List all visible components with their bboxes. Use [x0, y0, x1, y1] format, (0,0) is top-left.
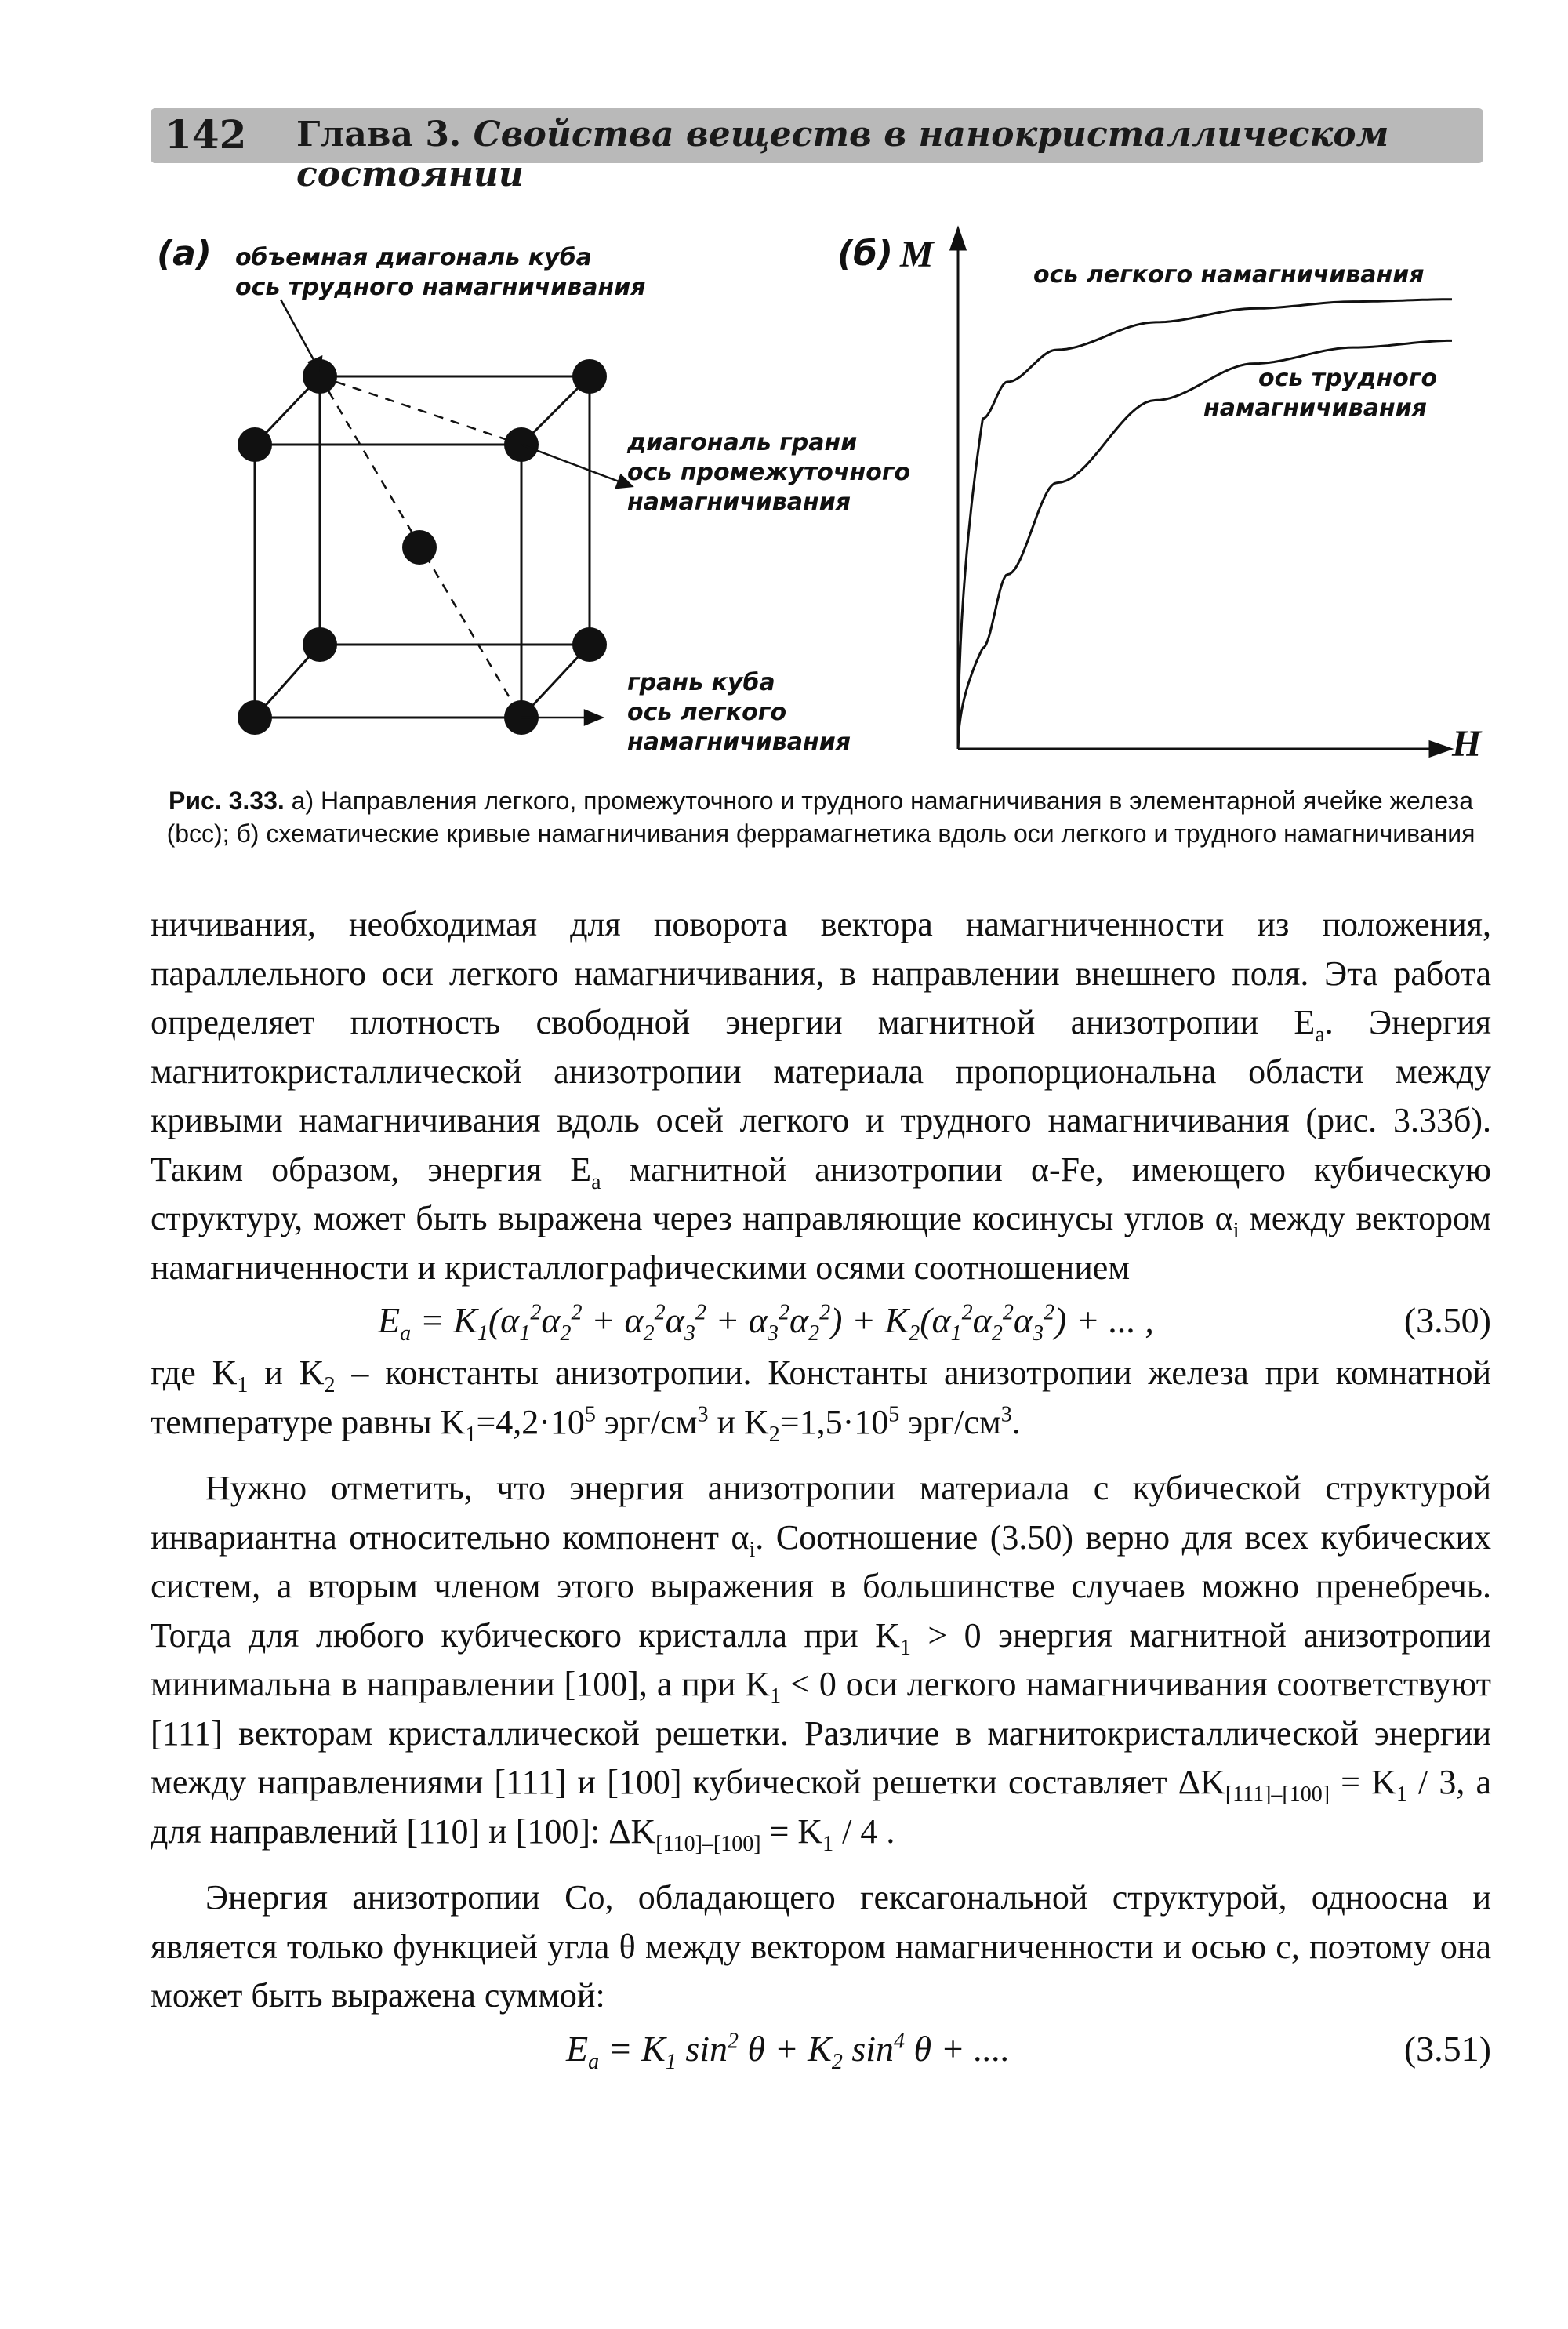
- hard-axis-curve-label-2: намагничивания: [1203, 394, 1428, 422]
- text-run: .: [1011, 1402, 1021, 1441]
- caption-text: а) Направления легкого, промежуточного и трудного намагничивания в элементарной ячейке железа (bcc); б) схематические кривые намагничивания феррамагнетика вдоль оси легкого и трудного намагничивания: [166, 787, 1475, 848]
- face-diagonal-pointer: [521, 445, 621, 482]
- text-run: и K: [248, 1353, 325, 1392]
- cube-face-label-2: ось легкого: [627, 699, 787, 726]
- subscript: 1: [237, 1372, 249, 1397]
- panel-a-label: (а): [157, 234, 212, 274]
- atom: [572, 359, 607, 394]
- cube-face-label-1: грань куба: [627, 669, 775, 696]
- cube-face-label-3: намагничивания: [627, 728, 851, 756]
- y-axis-arrowhead: [951, 229, 965, 249]
- text-run: Нужно отметить, что энергия анизотропии материала с кубической структурой инвариантна относительно компонент α: [151, 1469, 1491, 1557]
- atom: [572, 627, 607, 662]
- paragraph: [151, 1349, 1491, 1447]
- subscript: 1: [1396, 1782, 1407, 1807]
- x-axis-arrowhead: [1430, 742, 1450, 756]
- text-run: > 0 энергия магнитной анизотропии минимальна в направлении [100], а при K: [151, 1615, 1491, 1703]
- subscript: 2: [768, 1422, 780, 1447]
- text-run: =1,5·10: [779, 1402, 889, 1441]
- atom: [238, 427, 272, 462]
- text-run: = K: [1330, 1763, 1396, 1801]
- subscript: а: [591, 1169, 601, 1194]
- subscript: i: [1232, 1218, 1240, 1243]
- text-run: . Энергия магнитокристаллической анизотропии материала пропорциональна области между кривыми намагничивания вдоль осей легкого и трудного намагничивания (рис. 3.33б). Таким образом, энергия E: [151, 1003, 1491, 1189]
- text-run: где K: [151, 1353, 238, 1392]
- equation-3-51: [151, 2021, 1491, 2077]
- body-text: [151, 900, 1491, 2077]
- arrowhead: [585, 710, 602, 725]
- figure-3-33: [0, 0, 1568, 784]
- subscript: [110]–[100]: [655, 1831, 761, 1856]
- page-number: 142: [165, 111, 247, 158]
- subscript: 2: [324, 1372, 336, 1397]
- text-run: и K: [708, 1402, 769, 1441]
- text-run: . Соотношение (3.50) верно для всех кубических систем, а вторым членом этого выражения в большинстве случаев можно пренебречь. Тогда для любого кубического кристалла при K: [151, 1517, 1491, 1655]
- atom: [303, 627, 337, 662]
- figure-caption: [151, 784, 1491, 850]
- text-run: эрг/см: [595, 1402, 698, 1441]
- text-run: ничивания, необходимая для поворота вектора намагниченности из положения, параллельного оси легкого намагничивания, в направлении внешнего поля. Эта работа определяет плотность свободной энергии магнитной анизотропии E: [151, 905, 1491, 1041]
- paragraph: [151, 900, 1491, 1292]
- equation-number: (3.50): [1403, 1300, 1491, 1340]
- text-run: между вектором намагниченности и кристаллографическими осями соотношением: [151, 1199, 1491, 1287]
- chapter-prefix: Глава 3.: [296, 114, 462, 154]
- face-diagonal-line: [320, 376, 521, 445]
- subscript: 1: [822, 1831, 834, 1856]
- easy-axis-curve-label: ось легкого намагничивания: [1033, 261, 1425, 289]
- body-diagonal-label-2: ось трудного намагничивания: [235, 274, 646, 301]
- x-axis-label: H: [1452, 723, 1482, 765]
- text-run: / 3, а для направлений [110] и [100]: ΔK: [151, 1763, 1491, 1851]
- text-run: эрг/см: [899, 1402, 1001, 1441]
- text-run: =4,2·10: [476, 1402, 585, 1441]
- superscript: 5: [584, 1401, 596, 1426]
- center-atom: [402, 530, 437, 565]
- face-diagonal-label-2: ось промежуточного: [627, 459, 911, 486]
- hard-axis-curve-label-1: ось трудного: [1258, 365, 1438, 392]
- text-run: < 0 оси легкого намагничивания соответствуют [111] векторам кристаллической решетки. Различие в магнитокристаллической энергии между направлениями [111] и [100] кубической решетки составляет ΔK: [151, 1665, 1491, 1801]
- caption-label: Рис. 3.33.: [169, 787, 285, 815]
- y-axis-label: M: [900, 234, 934, 275]
- atom: [238, 700, 272, 735]
- face-diagonal-label-1: диагональ грани: [627, 429, 858, 456]
- superscript: 5: [888, 1401, 900, 1426]
- superscript: 3: [1000, 1401, 1012, 1426]
- subscript: [111]–[100]: [1225, 1782, 1330, 1807]
- paragraph: Энергия анизотропии Co, обладающего гексагональной структурой, одноосна и является только функцией угла θ между вектором намагниченности и осью c, поэтому она может быть выражена суммой:: [151, 1878, 1491, 2015]
- face-diagonal-label-3: намагничивания: [627, 489, 851, 516]
- text-run: = K: [760, 1811, 823, 1851]
- equation-number: (3.51): [1403, 2028, 1491, 2069]
- paragraph: [151, 1464, 1491, 1856]
- panel-b: [837, 229, 1483, 765]
- text-run: магнитной анизотропии α-Fe, имеющего кубическую структуру, может быть выражена через направляющие косинусы углов α: [151, 1150, 1491, 1237]
- subscript: i: [749, 1537, 756, 1562]
- superscript: 3: [697, 1401, 709, 1426]
- panel-b-label: (б): [837, 234, 893, 274]
- subscript: а: [1315, 1022, 1325, 1047]
- subscript: 1: [899, 1635, 911, 1660]
- body-diagonal-pointer: [281, 300, 317, 365]
- equation-formula: $E_a = K_1(\alpha_1^2\alpha_2^2 + \alpha_2^2\alpha_3^2 + \alpha_3^2\alpha_2^2) + K_2(\alpha_1^2\alpha_2^2\alpha_3^2)$ + ... ,: [378, 1300, 1154, 1346]
- equation-3-50: [151, 1292, 1491, 1349]
- text-run: / 4 .: [833, 1811, 895, 1851]
- body-diagonal-label-1: объемная диагональ куба: [235, 244, 592, 271]
- subscript: 1: [465, 1422, 477, 1447]
- equation-formula: $E_a = K_1$ $\sin^2 \theta + K_2$ $\sin^4 \theta$ + ....: [566, 2028, 1011, 2074]
- panel-a: [157, 234, 910, 756]
- text-run: – константы анизотропии. Константы анизотропии железа при комнатной температуре равны K: [151, 1353, 1492, 1441]
- subscript: 1: [770, 1684, 782, 1709]
- chapter-name: Свойства веществ в нанокристаллическом состоянии: [296, 114, 1389, 194]
